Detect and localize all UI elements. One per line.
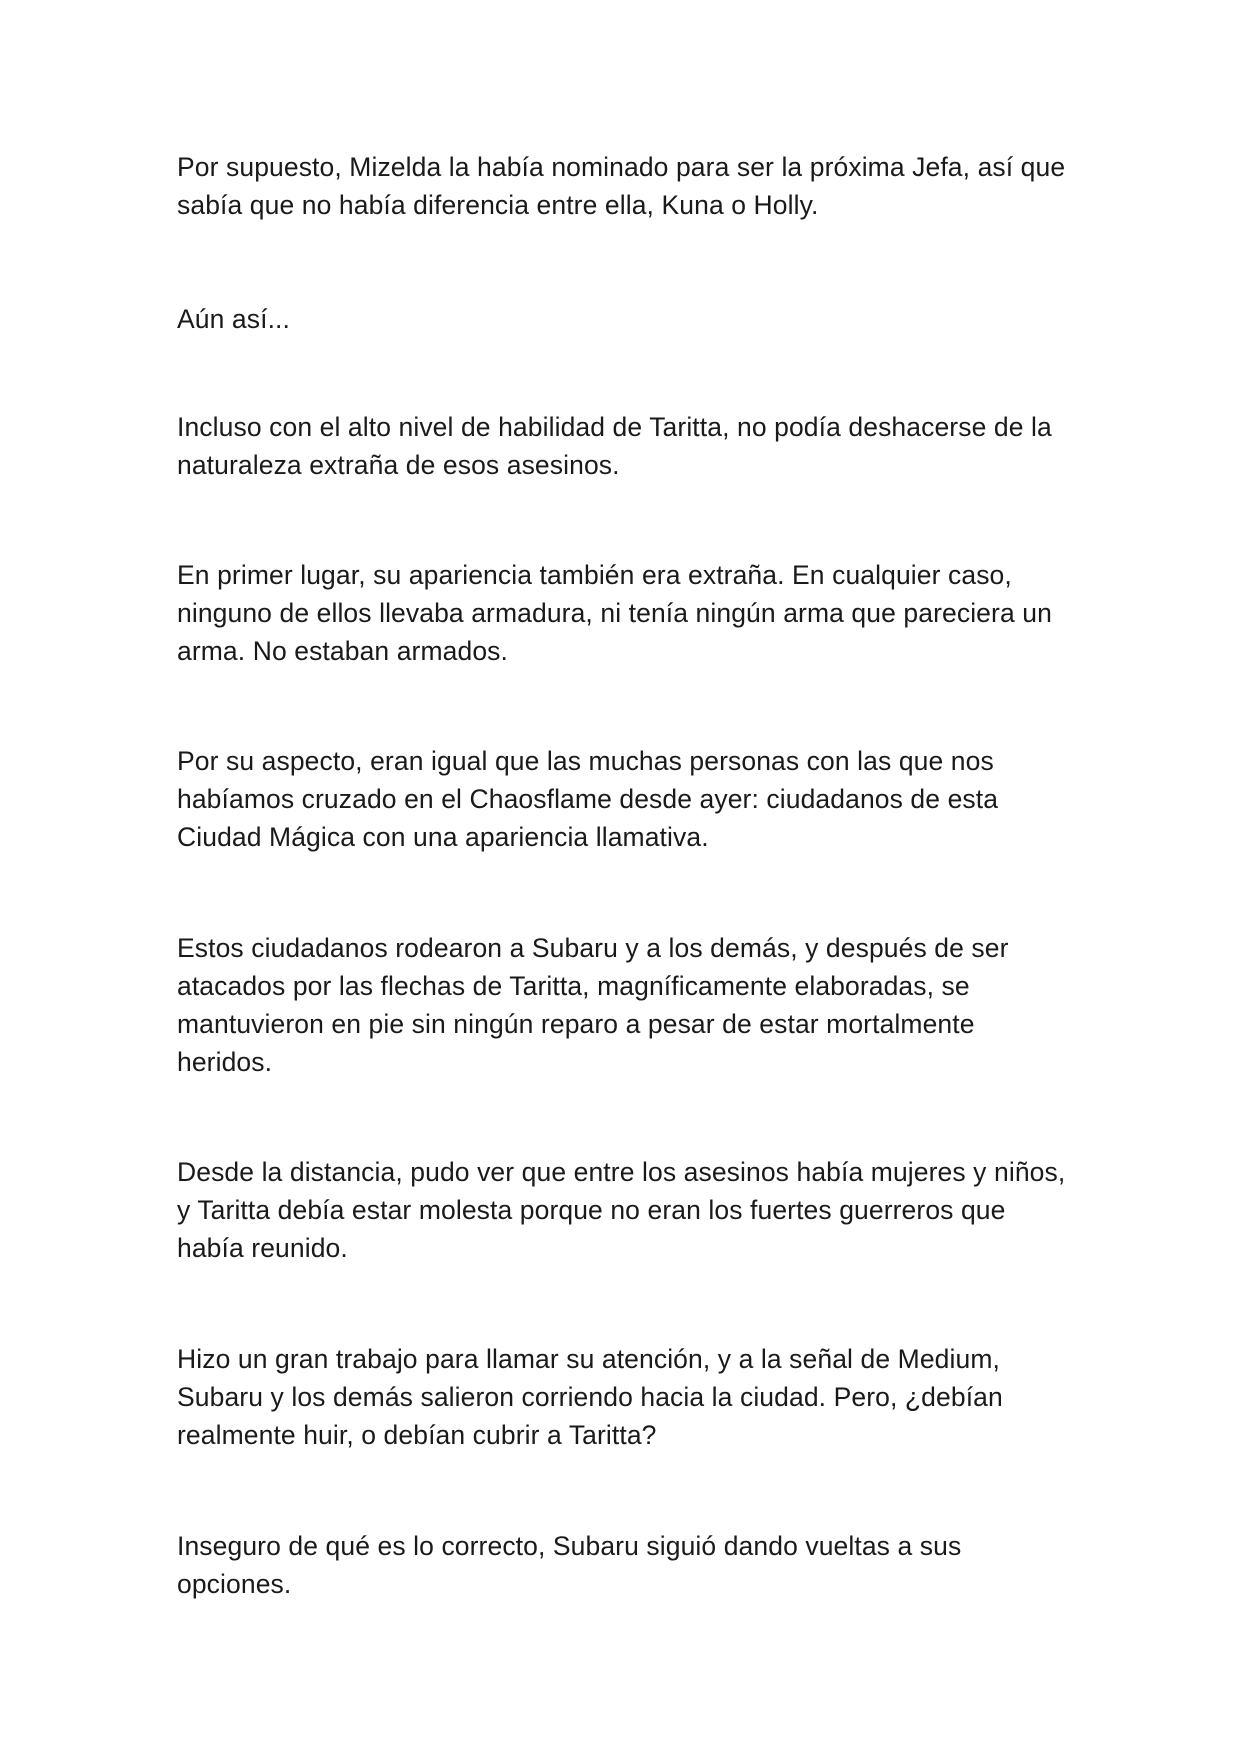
paragraph-6-line-1: Estos ciudadanos rodearon a Subaru y a los demás, y después de ser: [177, 933, 1009, 963]
paragraph-1-line-2: sabía que no había diferencia entre ella, Kuna o Holly.: [177, 190, 819, 220]
paragraph-5-line-1: Por su aspecto, eran igual que las muchas personas con las que nos: [177, 746, 994, 776]
paragraph-6-line-3: mantuvieron en pie sin ningún reparo a pesar de estar mortalmente: [177, 1009, 975, 1039]
paragraph-6-line-2: atacados por las flechas de Taritta, magníficamente elaboradas, se: [177, 971, 970, 1001]
paragraph-9-line-2: opciones.: [177, 1569, 292, 1599]
paragraph-7-line-2: y Taritta debía estar molesta porque no eran los fuertes guerreros que: [177, 1195, 1006, 1225]
paragraph-5: [177, 742, 1077, 856]
paragraph-3: [177, 408, 1077, 484]
paragraph-4: [177, 556, 1077, 670]
paragraph-7-line-1: Desde la distancia, pudo ver que entre los asesinos había mujeres y niños,: [177, 1157, 1066, 1187]
paragraph-3-line-1: Incluso con el alto nivel de habilidad de Taritta, no podía deshacerse de la: [177, 412, 1052, 442]
paragraph-6-line-4: heridos.: [177, 1047, 273, 1077]
paragraph-4-line-1: En primer lugar, su apariencia también era extraña. En cualquier caso,: [177, 560, 1012, 590]
paragraph-3-line-2: naturaleza extraña de esos asesinos.: [177, 450, 620, 480]
paragraph-7: [177, 1153, 1077, 1267]
paragraph-4-line-3: arma. No estaban armados.: [177, 636, 508, 666]
paragraph-9-line-1: Inseguro de qué es lo correcto, Subaru siguió dando vueltas a sus: [177, 1531, 962, 1561]
paragraph-5-line-2: habíamos cruzado en el Chaosflame desde ayer: ciudadanos de esta: [177, 784, 999, 814]
paragraph-7-line-3: había reunido.: [177, 1233, 348, 1263]
paragraph-1: [177, 148, 1077, 224]
paragraph-2-line-1: Aún así...: [177, 304, 290, 334]
paragraph-1-line-1: Por supuesto, Mizelda la había nominado para ser la próxima Jefa, así que: [177, 152, 1066, 182]
paragraph-4-line-2: ninguno de ellos llevaba armadura, ni tenía ningún arma que pareciera un: [177, 598, 1052, 628]
paragraph-8-line-1: Hizo un gran trabajo para llamar su atención, y a la señal de Medium,: [177, 1344, 1000, 1374]
paragraph-6: [177, 929, 1077, 1081]
paragraph-8-line-2: Subaru y los demás salieron corriendo hacia la ciudad. Pero, ¿debían: [177, 1382, 1003, 1412]
paragraph-8-line-3: realmente huir, o debían cubrir a Taritta?: [177, 1420, 657, 1450]
paragraph-9: [177, 1527, 1077, 1603]
paragraph-5-line-3: Ciudad Mágica con una apariencia llamativa.: [177, 822, 709, 852]
paragraph-2: [177, 300, 1077, 338]
paragraph-8: [177, 1340, 1077, 1454]
